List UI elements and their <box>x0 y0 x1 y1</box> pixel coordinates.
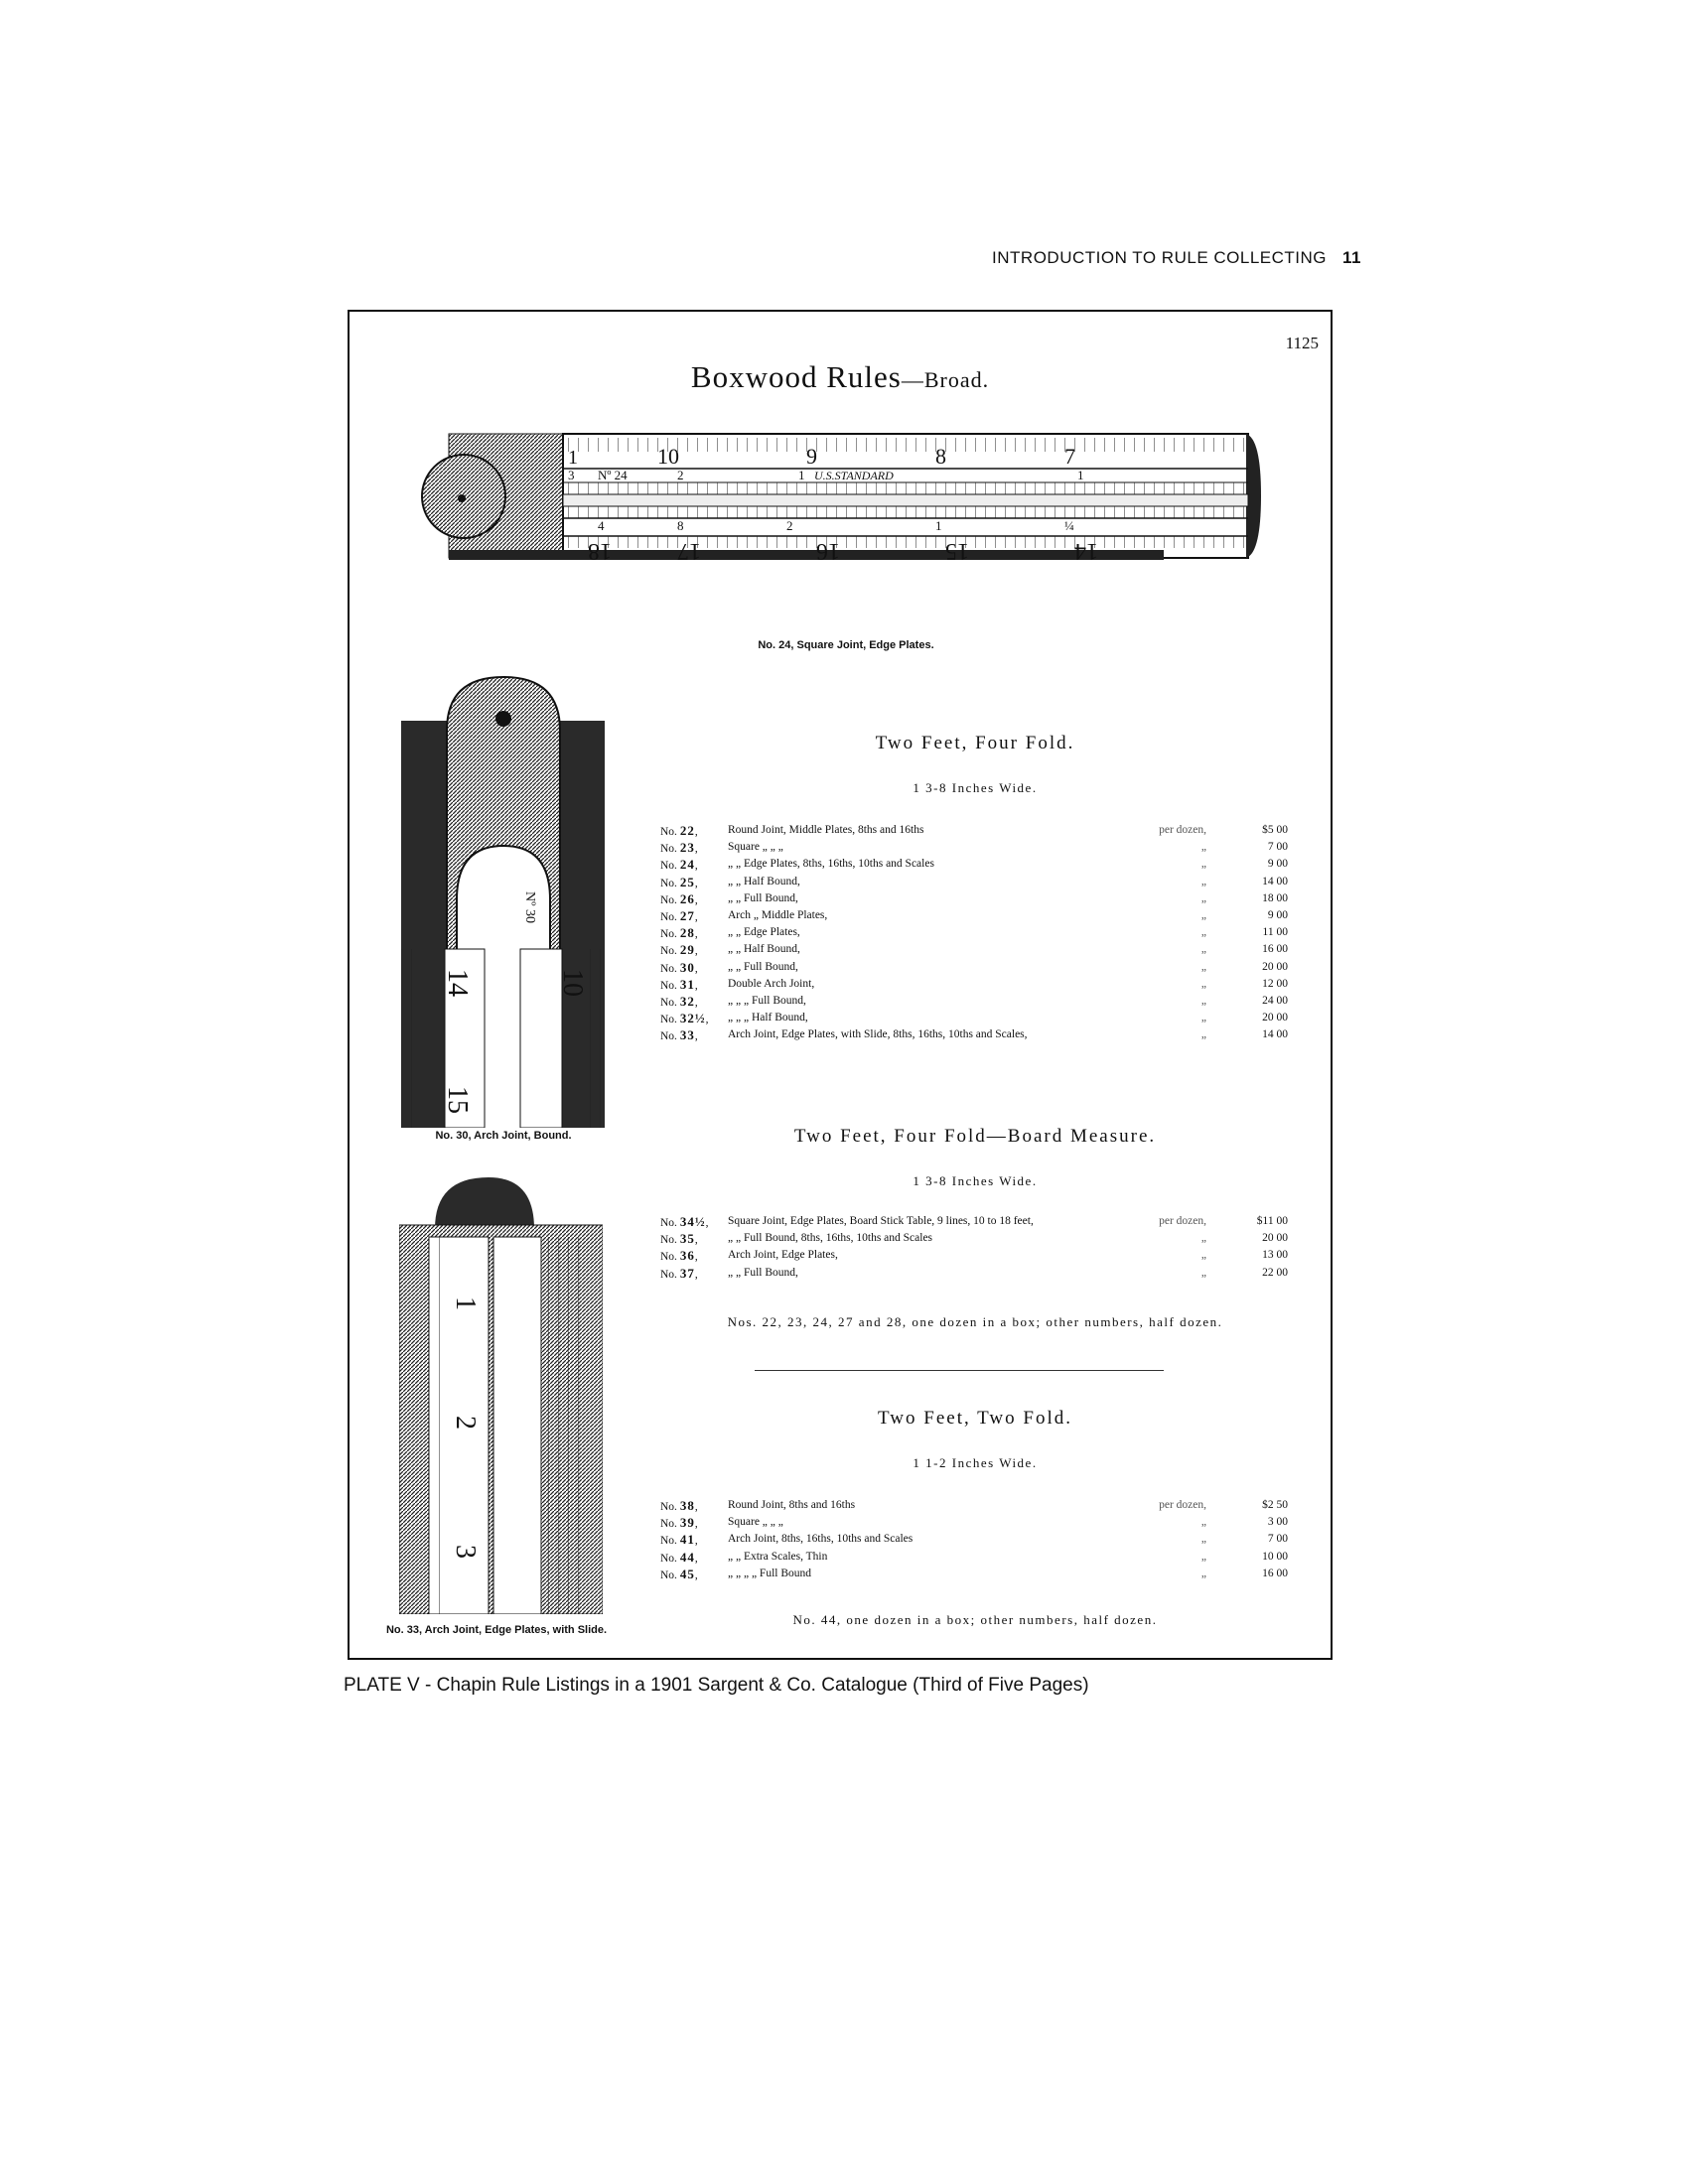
rule-price: 14 00 <box>1262 1028 1288 1041</box>
section-title: Two Feet, Four Fold—Board Measure. <box>793 1126 1157 1147</box>
rule-number: 37 <box>679 1265 695 1281</box>
rule-number: 28 <box>679 925 695 941</box>
price-unit: per dozen, <box>1159 824 1206 836</box>
caption-rule-33: No. 33, Arch Joint, Edge Plates, with Slide. <box>385 1624 608 1636</box>
price-unit: per dozen, <box>1159 1499 1206 1511</box>
catalogue-title-main: Boxwood Rules <box>690 359 902 394</box>
price-row: No. 32½, „ „ „ Half Bound, „ 20 00 <box>660 1011 1288 1026</box>
price-unit: „ <box>1200 943 1206 956</box>
price-list-four-fold <box>660 822 1288 1043</box>
rule-description: Arch Joint, Edge Plates, with Slide, 8ths, 16ths, 10ths and Scales, <box>728 1028 1028 1041</box>
price-unit: „ <box>1200 891 1206 904</box>
price-unit: „ <box>1200 1266 1206 1279</box>
rule-price: 16 00 <box>1262 943 1288 956</box>
rule-number: 44 <box>679 1549 695 1565</box>
rule-price: 18 00 <box>1262 891 1288 904</box>
rule-price: 24 00 <box>1262 994 1288 1007</box>
rule-number: 32 <box>679 993 695 1009</box>
price-unit: „ <box>1200 1516 1206 1529</box>
rule-top-mark: 1 <box>935 518 942 533</box>
rule-top-mark: 1 <box>798 468 805 482</box>
rule-slide-mark: 2 <box>450 1416 481 1430</box>
rule-illustration-slide <box>399 1177 603 1614</box>
rule-number: 31 <box>679 976 695 992</box>
price-unit: „ <box>1200 1232 1206 1245</box>
price-unit: „ <box>1200 1249 1206 1262</box>
price-row: No. 32, „ „ „ Full Bound, „ 24 00 <box>660 993 1288 1009</box>
price-unit: per dozen, <box>1159 1215 1206 1227</box>
rule-top-mark: 2 <box>677 468 684 482</box>
rule-description: Arch Joint, 8ths, 16ths, 10ths and Scales <box>728 1533 914 1546</box>
rule-description: Arch Joint, Edge Plates, <box>728 1249 838 1262</box>
price-row: No. 28, „ „ Edge Plates, „ 11 00 <box>660 925 1288 941</box>
catalogue-page-number: 1125 <box>1285 334 1319 352</box>
price-list-two-fold <box>660 1497 1288 1582</box>
rule-price: $5 00 <box>1262 824 1288 836</box>
running-head-title: INTRODUCTION TO RULE COLLECTING <box>992 248 1328 267</box>
rule-top-mark: 2 <box>786 518 793 533</box>
rule-number: 33 <box>679 1027 695 1043</box>
price-row: No. 36, Arch Joint, Edge Plates, „ 13 00 <box>660 1248 1288 1264</box>
rule-price: 16 00 <box>1262 1567 1288 1579</box>
price-unit: „ <box>1200 875 1206 887</box>
rule-price: 3 00 <box>1267 1516 1288 1529</box>
rule-number: 26 <box>679 890 695 906</box>
price-unit: „ <box>1200 960 1206 973</box>
rule-price: 20 00 <box>1262 1232 1288 1245</box>
rule-arch-mark: Nº 30 <box>522 891 537 923</box>
rule-description: „ „ Full Bound, <box>728 1266 798 1279</box>
rule-description: „ „ Full Bound, <box>728 960 798 973</box>
price-row: No. 38, Round Joint, 8ths and 16ths per dozen, $2 50 <box>660 1498 1288 1513</box>
price-row: No. 34½, Square Joint, Edge Plates, Board Stick Table, 9 lines, 10 to 18 feet, per dozen, $11 00 <box>660 1214 1288 1229</box>
rule-illustration-arch-joint <box>401 671 605 1128</box>
price-unit: „ <box>1200 1533 1206 1546</box>
rule-top-mark: 4 <box>598 518 605 533</box>
price-unit: „ <box>1200 1567 1206 1579</box>
rule-number: 38 <box>679 1498 695 1513</box>
rule-description: Double Arch Joint, <box>728 977 815 990</box>
price-row: No. 25, „ „ Half Bound, „ 14 00 <box>660 874 1288 889</box>
rule-top-mark: 15 <box>945 538 969 564</box>
rule-description: Round Joint, Middle Plates, 8ths and 16ths <box>728 824 924 836</box>
rule-arch-mark: 15 <box>442 1086 473 1114</box>
section-subtitle: 1 3-8 Inches Wide. <box>913 1173 1038 1188</box>
rule-description: „ „ Edge Plates, 8ths, 16ths, 10ths and Scales <box>728 858 934 871</box>
price-unit: „ <box>1200 908 1206 921</box>
rule-description: „ „ „ Half Bound, <box>728 1012 808 1024</box>
rule-price: 10 00 <box>1262 1550 1288 1563</box>
plate-caption: PLATE V - Chapin Rule Listings in a 1901 Sargent & Co. Catalogue (Third of Five Pages) <box>344 1675 1089 1696</box>
rule-number: 36 <box>679 1248 695 1264</box>
rule-top-mark: 16 <box>816 538 840 564</box>
rule-price: 11 00 <box>1262 926 1288 939</box>
price-row: No. 45, „ „ „ „ Full Bound „ 16 00 <box>660 1566 1288 1581</box>
rule-description: „ „ „ „ Full Bound <box>728 1567 811 1579</box>
rule-number: 45 <box>679 1566 695 1581</box>
caption-rule-30: No. 30, Arch Joint, Bound. <box>435 1130 572 1142</box>
rule-number: 29 <box>679 942 695 958</box>
rule-top-mark: 3 <box>568 468 575 482</box>
rule-illustration-square-joint <box>419 419 1263 568</box>
running-head <box>954 248 1361 268</box>
price-row: No. 44, „ „ Extra Scales, Thin „ 10 00 <box>660 1549 1288 1565</box>
price-row: No. 29, „ „ Half Bound, „ 16 00 <box>660 942 1288 958</box>
rule-price: 20 00 <box>1262 1012 1288 1024</box>
rule-top-mark: 10 <box>657 444 679 469</box>
rule-description: Square „ „ „ <box>728 1516 783 1529</box>
packing-note: No. 44, one dozen in a box; other numbers, half dozen. <box>792 1612 1158 1627</box>
price-row: No. 24, „ „ Edge Plates, 8ths, 16ths, 10ths and Scales „ 9 00 <box>660 857 1288 873</box>
rule-description: „ „ Half Bound, <box>728 943 800 956</box>
price-row: No. 31, Double Arch Joint, „ 12 00 <box>660 976 1288 992</box>
rule-price: 20 00 <box>1262 960 1288 973</box>
rule-price: 9 00 <box>1267 858 1288 871</box>
rule-number: 34½ <box>679 1214 706 1229</box>
price-row: No. 37, „ „ Full Bound, „ 22 00 <box>660 1265 1288 1281</box>
rule-description: „ „ Full Bound, <box>728 891 798 904</box>
catalogue-title-sub: —Broad. <box>901 367 990 392</box>
price-list-board-measure <box>660 1213 1288 1282</box>
price-row: No. 26, „ „ Full Bound, „ 18 00 <box>660 890 1288 906</box>
price-row: No. 39, Square „ „ „ „ 3 00 <box>660 1515 1288 1531</box>
section-title: Two Feet, Four Fold. <box>875 733 1075 753</box>
price-row: No. 27, Arch „ Middle Plates, „ 9 00 <box>660 907 1288 923</box>
rule-description: Square „ „ „ <box>728 841 783 854</box>
rule-price: 13 00 <box>1262 1249 1288 1262</box>
rule-top-mark: Nº 24 <box>598 468 628 482</box>
price-row: No. 23, Square „ „ „ „ 7 00 <box>660 840 1288 856</box>
rule-price: 9 00 <box>1267 908 1288 921</box>
rule-description: Arch „ Middle Plates, <box>728 908 828 921</box>
rule-description: „ „ Edge Plates, <box>728 926 800 939</box>
rule-description: „ „ Extra Scales, Thin <box>728 1550 828 1563</box>
rule-number: 32½ <box>679 1011 706 1026</box>
rule-top-mark: 8 <box>677 518 684 533</box>
price-unit: „ <box>1200 977 1206 990</box>
rule-number: 39 <box>679 1515 695 1531</box>
rule-number: 35 <box>679 1231 695 1247</box>
price-unit: „ <box>1200 1550 1206 1563</box>
rule-slide-mark: 3 <box>450 1545 481 1559</box>
rule-number: 27 <box>679 907 695 923</box>
rule-number: 41 <box>679 1532 695 1548</box>
rule-description: „ „ „ Full Bound, <box>728 994 806 1007</box>
rule-top-mark: ¼ <box>1064 518 1074 533</box>
price-unit: „ <box>1200 858 1206 871</box>
rule-description: „ „ Half Bound, <box>728 875 800 887</box>
price-row: No. 30, „ „ Full Bound, „ 20 00 <box>660 959 1288 975</box>
section-subtitle: 1 3-8 Inches Wide. <box>913 780 1038 795</box>
caption-rule-24: No. 24, Square Joint, Edge Plates. <box>758 639 934 651</box>
section-subtitle: 1 1-2 Inches Wide. <box>913 1455 1038 1470</box>
price-unit: „ <box>1200 1012 1206 1024</box>
price-row: No. 33, Arch Joint, Edge Plates, with Slide, 8ths, 16ths, 10ths and Scales, „ 14 00 <box>660 1027 1288 1043</box>
price-row: No. 35, „ „ Full Bound, 8ths, 16ths, 10ths and Scales „ 20 00 <box>660 1231 1288 1247</box>
rule-top-mark: 1 <box>1077 468 1084 482</box>
rule-top-mark: 18 <box>588 538 612 564</box>
rule-top-mark: 1 <box>568 447 578 469</box>
price-unit: „ <box>1200 841 1206 854</box>
rule-price: 12 00 <box>1262 977 1288 990</box>
rule-top-mark: 8 <box>935 444 946 469</box>
price-unit: „ <box>1200 994 1206 1007</box>
rule-price: $11 00 <box>1256 1215 1288 1227</box>
rule-price: 22 00 <box>1262 1266 1288 1279</box>
rule-arch-mark: 10 <box>557 969 588 997</box>
rule-top-mark: 17 <box>677 538 701 564</box>
rule-price: 14 00 <box>1262 875 1288 887</box>
price-row: No. 22, Round Joint, Middle Plates, 8ths and 16ths per dozen, $5 00 <box>660 823 1288 838</box>
rule-top-mark: 7 <box>1064 444 1075 469</box>
section-title: Two Feet, Two Fold. <box>878 1408 1072 1429</box>
rule-description: Round Joint, 8ths and 16ths <box>728 1499 856 1511</box>
rule-top-mark: 9 <box>806 444 817 469</box>
rule-slide-mark: 1 <box>450 1297 481 1310</box>
rule-price: 7 00 <box>1267 841 1288 854</box>
rule-price: $2 50 <box>1262 1499 1288 1511</box>
rule-number: 25 <box>679 874 695 889</box>
packing-note: Nos. 22, 23, 24, 27 and 28, one dozen in a box; other numbers, half dozen. <box>727 1314 1223 1329</box>
rule-top-mark: U.S.STANDARD <box>814 469 894 482</box>
rule-price: 7 00 <box>1267 1533 1288 1546</box>
price-unit: „ <box>1200 926 1206 939</box>
price-row: No. 41, Arch Joint, 8ths, 16ths, 10ths and Scales „ 7 00 <box>660 1532 1288 1548</box>
rule-number: 22 <box>679 823 695 838</box>
rule-number: 30 <box>679 959 695 975</box>
rule-top-mark: 14 <box>1074 538 1098 564</box>
rule-number: 23 <box>679 840 695 856</box>
section-divider <box>755 1370 1164 1371</box>
rule-number: 24 <box>679 857 695 873</box>
rule-description: „ „ Full Bound, 8ths, 16ths, 10ths and Scales <box>728 1232 933 1245</box>
page-number: 11 <box>1342 248 1361 267</box>
rule-description: Square Joint, Edge Plates, Board Stick Table, 9 lines, 10 to 18 feet, <box>728 1215 1034 1227</box>
rule-arch-mark: 14 <box>442 969 473 997</box>
price-unit: „ <box>1200 1028 1206 1041</box>
catalogue-plate <box>348 310 1333 1660</box>
catalogue-title <box>350 359 1331 395</box>
